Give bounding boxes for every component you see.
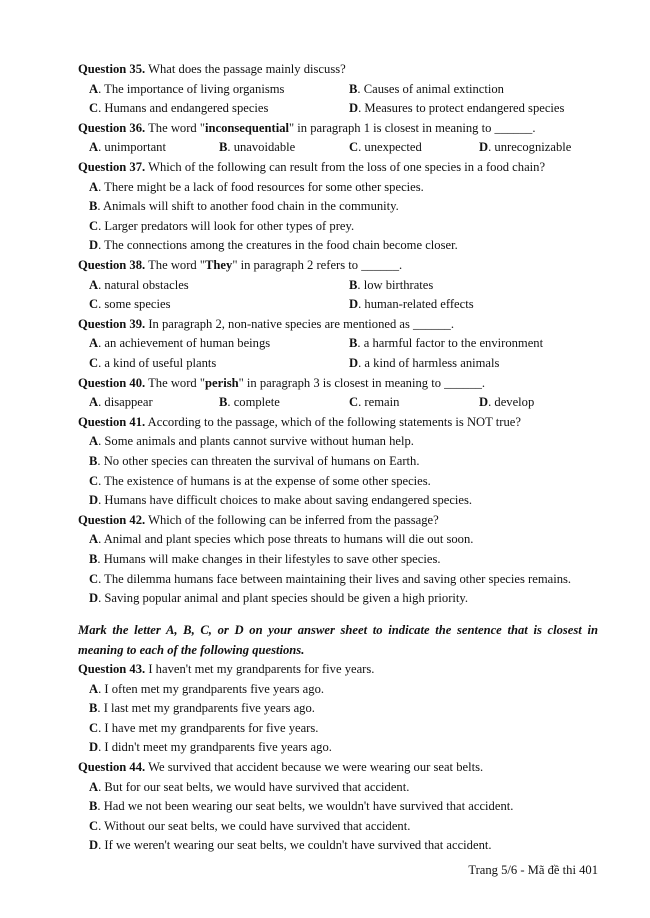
option-text: . Causes of animal extinction	[357, 81, 504, 96]
question-text: The word "	[145, 120, 206, 135]
option-text: . I often met my grandparents five years ago.	[98, 681, 325, 696]
question-stem	[78, 316, 454, 332]
option-text: . unexpected	[358, 140, 422, 155]
answer-option-b	[89, 453, 420, 469]
question-text: We survived that accident because we were wearing our seat belts.	[145, 760, 484, 774]
option-text: . unimportant	[98, 140, 166, 155]
answer-option-a	[89, 681, 324, 697]
question-keyword: inconsequential	[205, 120, 289, 135]
option-letter: A	[89, 140, 99, 155]
question-text: What does the passage mainly discuss?	[145, 62, 346, 76]
page-footer: Trang 5/6 - Mã đề thi 401	[468, 863, 598, 877]
option-letter: A	[89, 336, 99, 351]
option-text: . There might be a lack of food resources for some other species.	[98, 179, 424, 194]
option-letter: A	[89, 395, 99, 410]
option-text: . If we weren't wearing our seat belts, we couldn't have survived that accident.	[98, 838, 492, 853]
option-text: . natural obstacles	[98, 277, 189, 292]
option-text: . No other species can threaten the survival of humans on Earth.	[97, 454, 420, 468]
question-text-end: " in paragraph 2 refers to ______.	[232, 258, 403, 272]
option-text: . Larger predators will look for other types of prey.	[98, 218, 355, 233]
question-stem	[78, 159, 545, 175]
question-stem	[78, 661, 374, 677]
option-letter: B	[349, 81, 358, 96]
question-text: The word "	[145, 258, 206, 272]
answer-option-d	[349, 355, 499, 371]
option-text: . Humans have difficult choices to make about saving endangered species.	[98, 493, 473, 508]
question-number: Question 38.	[78, 258, 146, 272]
option-text: . But for our seat belts, we would have survived that accident.	[98, 779, 410, 794]
option-text: . Animal and plant species which pose threats to humans will die out soon.	[98, 532, 474, 547]
answer-option-c	[89, 355, 216, 371]
answer-option-c	[349, 139, 422, 155]
question-keyword: perish	[205, 375, 239, 390]
answer-option-c	[89, 100, 268, 116]
option-letter: B	[89, 701, 98, 716]
question-text: In paragraph 2, non-native species are mentioned as ______.	[145, 316, 454, 331]
option-text: . a harmful factor to the environment	[357, 336, 544, 351]
option-letter: A	[89, 81, 99, 96]
option-text: . Animals will shift to another food chain in the community.	[97, 199, 399, 214]
option-text: . a kind of harmless animals	[358, 356, 500, 370]
answer-option-b	[89, 700, 315, 716]
option-letter: A	[89, 681, 99, 696]
question-stem	[78, 414, 521, 430]
answer-option-d	[349, 296, 474, 312]
answer-option-b	[89, 798, 513, 814]
option-letter: C	[89, 101, 99, 116]
option-text: . Humans and endangered species	[98, 101, 269, 116]
answer-option-d	[479, 139, 571, 155]
answer-option-d	[89, 492, 472, 508]
option-letter: D	[479, 140, 489, 155]
answer-option-d	[89, 237, 458, 253]
answer-option-c	[89, 818, 410, 834]
option-letter: C	[349, 140, 359, 155]
option-letter: D	[89, 493, 99, 508]
option-text: . remain	[358, 395, 400, 410]
answer-option-d	[89, 739, 332, 755]
answer-option-d	[349, 100, 564, 116]
answer-option-a	[89, 433, 414, 449]
option-letter: B	[89, 799, 98, 814]
option-letter: B	[349, 277, 358, 292]
option-text: . The existence of humans is at the expense of some other species.	[98, 473, 431, 488]
answer-option-a	[89, 779, 409, 795]
option-letter: D	[349, 101, 359, 116]
option-letter: D	[89, 838, 99, 853]
option-letter: B	[89, 454, 98, 468]
option-letter: D	[349, 297, 359, 312]
question-number: Question 41.	[78, 414, 146, 429]
answer-option-c	[89, 473, 431, 489]
question-text: I haven't met my grandparents for five years.	[145, 662, 375, 676]
answer-option-b	[219, 139, 295, 155]
answer-option-c	[89, 571, 571, 587]
option-letter: D	[89, 238, 99, 253]
question-number: Question 37.	[78, 160, 146, 174]
answer-option-c	[89, 720, 318, 736]
question-text: Which of the following can result from the loss of one species in a food chain?	[145, 160, 546, 174]
option-text: . Some animals and plants cannot survive without human help.	[98, 434, 414, 449]
option-letter: C	[89, 473, 99, 488]
question-number: Question 44.	[78, 760, 146, 774]
section-instruction: Mark the letter A, B, C, or D on your answer sheet to indicate the sentence that is closest in meaning to each of the following questions.	[78, 623, 598, 657]
option-text: . Without our seat belts, we could have survived that accident.	[98, 818, 411, 833]
option-letter: B	[89, 199, 98, 214]
answer-option-b	[349, 335, 543, 351]
option-letter: B	[349, 336, 358, 351]
answer-option-a	[89, 277, 189, 293]
option-letter: A	[89, 277, 99, 292]
option-text: . I didn't meet my grandparents five years ago.	[98, 740, 332, 755]
option-text: . Saving popular animal and plant species should be given a high priority.	[98, 591, 469, 606]
option-letter: D	[89, 740, 99, 755]
answer-option-b	[349, 277, 433, 293]
question-keyword: They	[205, 258, 233, 272]
answer-option-b	[349, 81, 504, 97]
answer-option-c	[349, 394, 399, 410]
question-number: Question 42.	[78, 512, 146, 527]
option-letter: C	[89, 818, 99, 833]
option-letter: D	[479, 395, 489, 410]
option-text: . a kind of useful plants	[98, 356, 217, 370]
option-text: . disappear	[98, 395, 153, 410]
option-text: . I last met my grandparents five years ago.	[97, 701, 315, 716]
option-text: . Humans will make changes in their lifestyles to save other species.	[97, 552, 441, 566]
option-letter: C	[89, 297, 99, 312]
question-stem	[78, 512, 439, 528]
option-letter: B	[89, 552, 98, 566]
option-letter: A	[89, 779, 99, 794]
question-number: Question 35.	[78, 62, 146, 76]
question-number: Question 36.	[78, 120, 146, 135]
option-text: . an achievement of human beings	[98, 336, 271, 351]
option-text: . unrecognizable	[488, 140, 572, 155]
question-stem	[78, 120, 535, 136]
option-text: . The connections among the creatures in the food chain become closer.	[98, 238, 458, 253]
option-letter: A	[89, 532, 99, 547]
answer-option-b	[89, 198, 399, 214]
answer-option-d	[89, 837, 492, 853]
option-letter: C	[89, 218, 99, 233]
answer-option-a	[89, 394, 153, 410]
option-text: . develop	[488, 395, 535, 410]
answer-option-a	[89, 139, 166, 155]
question-text-end: " in paragraph 1 is closest in meaning to ______.	[289, 120, 536, 135]
option-letter: C	[89, 571, 99, 586]
option-letter: A	[89, 434, 99, 449]
option-text: . human-related effects	[358, 297, 474, 312]
question-number: Question 40.	[78, 375, 146, 390]
option-text: . complete	[227, 395, 280, 410]
option-text: . some species	[98, 297, 171, 312]
option-letter: A	[89, 179, 99, 194]
option-text: . The dilemma humans face between maintaining their lives and saving other species remains.	[98, 571, 572, 586]
question-text: Which of the following can be inferred from the passage?	[145, 512, 439, 527]
option-letter: D	[89, 591, 99, 606]
option-text: . Measures to protect endangered species	[358, 101, 565, 116]
answer-option-a	[89, 81, 284, 97]
question-stem	[78, 257, 402, 273]
question-text: The word "	[145, 375, 206, 390]
answer-option-d	[479, 394, 534, 410]
question-stem	[78, 61, 346, 77]
option-letter: C	[89, 356, 99, 370]
option-letter: B	[219, 140, 228, 155]
option-letter: D	[349, 356, 359, 370]
option-letter: C	[349, 395, 359, 410]
question-number: Question 43.	[78, 662, 146, 676]
answer-option-d	[89, 590, 468, 606]
option-text: . I have met my grandparents for five years.	[98, 720, 319, 735]
option-text: . low birthrates	[357, 277, 434, 292]
option-text: . unavoidable	[227, 140, 296, 155]
option-letter: B	[219, 395, 228, 410]
answer-option-b	[89, 551, 441, 567]
answer-option-a	[89, 531, 473, 547]
question-text-end: " in paragraph 3 is closest in meaning to ______.	[238, 375, 486, 390]
answer-option-b	[219, 394, 280, 410]
answer-option-a	[89, 179, 424, 195]
option-text: . The importance of living organisms	[98, 81, 285, 96]
question-stem	[78, 759, 483, 775]
option-letter: C	[89, 720, 99, 735]
question-text: According to the passage, which of the following statements is NOT true?	[145, 414, 521, 429]
answer-option-a	[89, 335, 270, 351]
answer-option-c	[89, 296, 171, 312]
answer-option-c	[89, 218, 354, 234]
question-number: Question 39.	[78, 316, 146, 331]
option-text: . Had we not been wearing our seat belts, we wouldn't have survived that accident.	[97, 799, 514, 814]
question-stem	[78, 375, 485, 391]
